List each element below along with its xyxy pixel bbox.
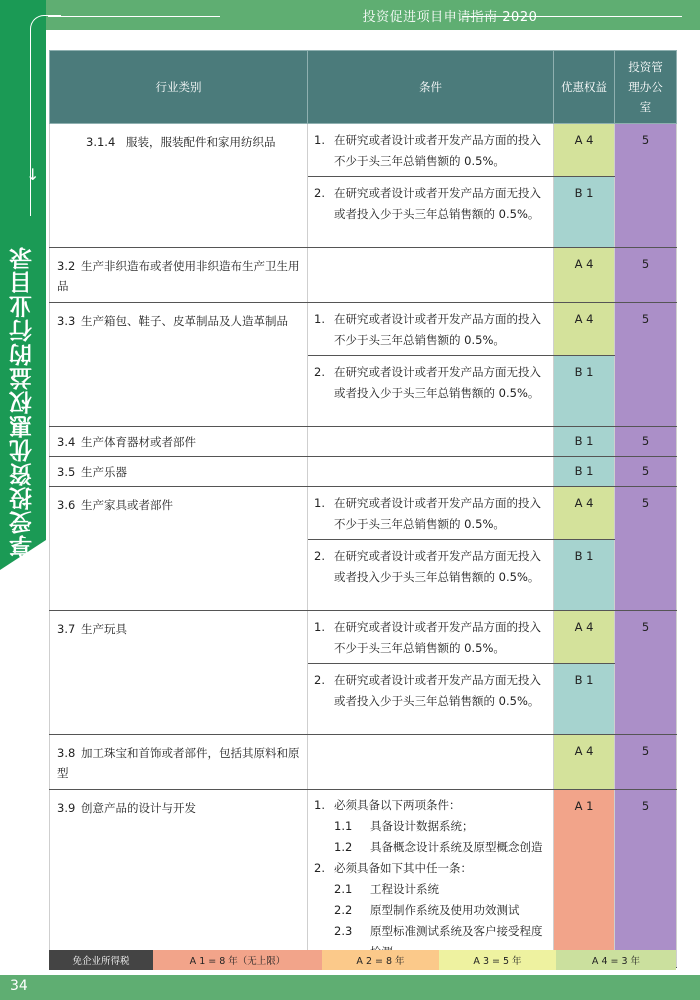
legend-a4: A 4 = 3 年 — [556, 950, 676, 970]
legend-label: 免企业所得税 — [49, 950, 153, 970]
tier-cell: A 4 — [554, 124, 615, 177]
tier-cell: B 1 — [554, 664, 615, 735]
header-category: 行业类别 — [50, 51, 308, 124]
category-cell: 3.2 生产非织造布或者使用非织造布生产卫生用品 — [50, 248, 308, 303]
tier-cell: A 1 — [554, 790, 615, 968]
condition-cell: 1. 在研究或者设计或者开发产品方面的投入不少于头三年总销售额的 0.5%。 — [308, 487, 554, 540]
table-row — [50, 487, 677, 540]
category-cell: 3.1.4 服装，服装配件和家用纺织品 — [50, 124, 308, 248]
condition-cell — [308, 248, 554, 303]
sidebar-title: 享受投资优惠权益的行业目录 — [10, 246, 36, 558]
tier-cell: B 1 — [554, 427, 615, 457]
tax-legend — [49, 950, 676, 970]
condition-cell — [308, 457, 554, 487]
header-condition: 条件 — [308, 51, 554, 124]
tier-cell: A 4 — [554, 248, 615, 303]
office-cell: 5 — [615, 457, 677, 487]
office-cell: 5 — [615, 735, 677, 790]
tier-cell: B 1 — [554, 457, 615, 487]
header-rule-left — [48, 16, 220, 17]
page-number: 34 — [10, 978, 28, 994]
condition-cell: 1. 在研究或者设计或者开发产品方面的投入不少于头三年总销售额的 0.5%。 — [308, 303, 554, 356]
table-row — [50, 303, 677, 356]
table-row — [50, 124, 677, 177]
industry-table — [49, 50, 677, 968]
office-cell: 5 — [615, 611, 677, 735]
table-row — [50, 427, 677, 457]
condition-cell: 2. 在研究或者设计或者开发产品方面无投入或者投入少于头三年总销售额的 0.5%。 — [308, 177, 554, 248]
header-tier: 优惠权益 — [554, 51, 615, 124]
office-cell: 5 — [615, 248, 677, 303]
office-cell: 5 — [615, 790, 677, 968]
condition-cell: 1. 在研究或者设计或者开发产品方面的投入不少于头三年总销售额的 0.5%。 — [308, 611, 554, 664]
office-cell: 5 — [615, 124, 677, 248]
category-cell: 3.5 生产乐器 — [50, 457, 308, 487]
tier-cell: A 4 — [554, 611, 615, 664]
legend-a1: A 1 = 8 年（无上限） — [153, 950, 322, 970]
tier-cell: A 4 — [554, 735, 615, 790]
office-cell: 5 — [615, 427, 677, 457]
header-office: 投资管理办公室 — [615, 51, 677, 124]
legend-a3: A 3 = 5 年 — [439, 950, 556, 970]
table-row — [50, 735, 677, 790]
category-cell: 3.8 加工珠宝和首饰或者部件，包括其原料和原型 — [50, 735, 308, 790]
header-bar — [0, 0, 700, 30]
condition-cell: 2. 在研究或者设计或者开发产品方面无投入或者投入少于头三年总销售额的 0.5%。 — [308, 664, 554, 735]
condition-cell — [308, 735, 554, 790]
page-header-title: 投资促进项目申请指南 2020 — [362, 10, 538, 25]
condition-cell: 1. 必须具备以下两项条件： 1.1 具备设计数据系统； 1.2 具备概念设计系统及原型概念创造 2. 必须具备如下其中任一条： 2.1 工程设计系统 2.2 原型制作系统及使用功效测试 2.3 原型标准测试系统及客户接受程度 — [308, 790, 554, 968]
tier-cell: B 1 — [554, 177, 615, 248]
table-row — [50, 790, 677, 968]
tier-cell: A 4 — [554, 303, 615, 356]
category-cell: 3.3 生产箱包、鞋子、皮革制品及人造革制品 — [50, 303, 308, 427]
tier-cell: B 1 — [554, 356, 615, 427]
condition-cell — [308, 427, 554, 457]
category-cell: 3.9 创意产品的设计与开发 — [50, 790, 308, 968]
tier-cell: A 4 — [554, 487, 615, 540]
category-cell: 3.4 生产体育器材或者部件 — [50, 427, 308, 457]
condition-cell: 1. 在研究或者设计或者开发产品方面的投入不少于头三年总销售额的 0.5%。 — [308, 124, 554, 177]
table-row — [50, 457, 677, 487]
condition-cell: 2. 在研究或者设计或者开发产品方面无投入或者投入少于头三年总销售额的 0.5%。 — [308, 540, 554, 611]
office-cell: 5 — [615, 303, 677, 427]
office-cell: 5 — [615, 487, 677, 611]
arrow-down-icon: ↓ — [26, 165, 40, 184]
tier-cell: B 1 — [554, 540, 615, 611]
category-cell: 3.7 生产玩具 — [50, 611, 308, 735]
table-header-row — [50, 51, 677, 124]
table-row — [50, 611, 677, 664]
legend-a2: A 2 = 8 年 — [322, 950, 439, 970]
table-row — [50, 248, 677, 303]
footer-bar — [0, 975, 700, 1000]
condition-cell: 2. 在研究或者设计或者开发产品方面无投入或者投入少于头三年总销售额的 0.5%。 — [308, 356, 554, 427]
category-cell: 3.6 生产家具或者部件 — [50, 487, 308, 611]
